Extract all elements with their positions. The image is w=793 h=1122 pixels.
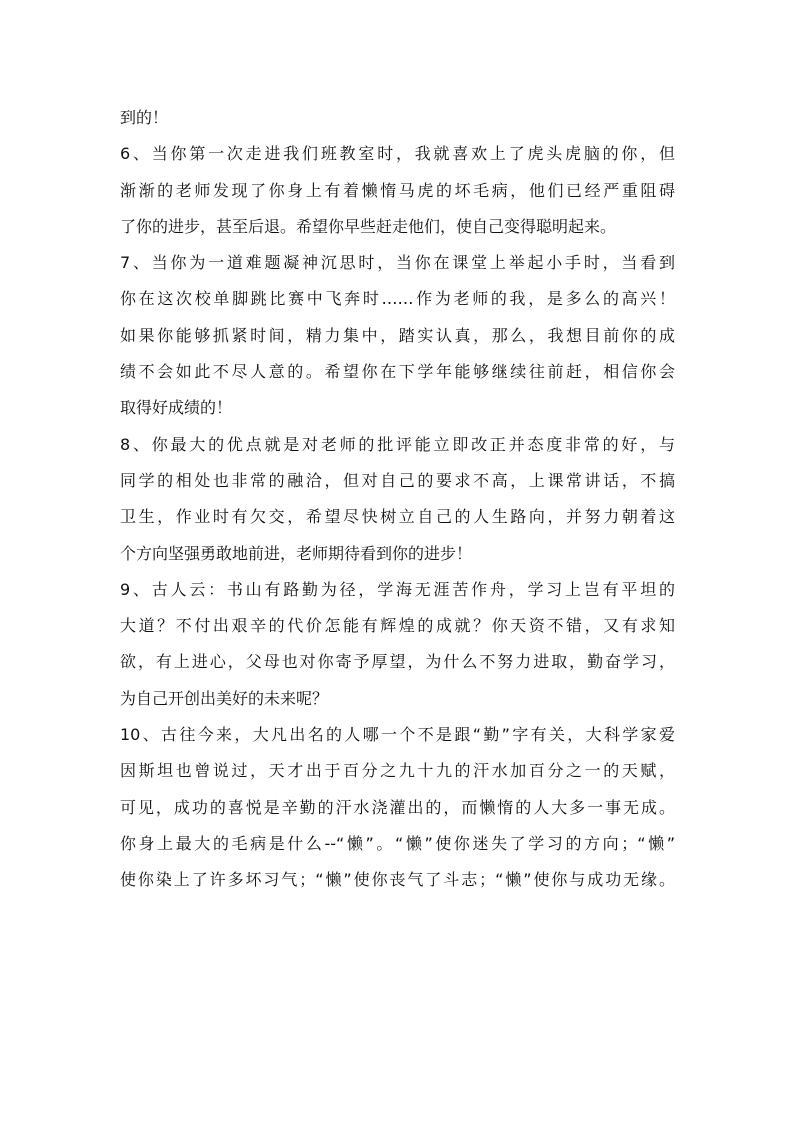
text-line: 9、古人云：书山有路勤为径，学海无涯苦作舟，学习上岂有平坦的 [120, 579, 675, 599]
text-line: 同学的相处也非常的融洽，但对自己的要求不高，上课常讲话，不搞 [120, 470, 675, 490]
text-line: 使你染上了许多坏习气；“懒”使你丧气了斗志；“懒”使你与成功无缘。 [120, 870, 675, 890]
paragraph-10 [120, 717, 675, 898]
text-line: 你身上最大的毛病是什么--“懒”。“懒”使你迷失了学习的方向；“懒” [120, 833, 675, 853]
paragraph-6 [120, 136, 675, 245]
text-line: 如果你能够抓紧时间，精力集中，踏实认真，那么，我想目前你的成 [120, 325, 675, 345]
text-line: 你在这次校单脚跳比赛中飞奔时……作为老师的我，是多么的高兴！ [120, 289, 675, 309]
text-line: 6、当你第一次走进我们班教室时，我就喜欢上了虎头虎脑的你，但 [120, 144, 675, 164]
paragraph-5-end [120, 100, 675, 136]
text-line: 10、古往今来，大凡出名的人哪一个不是跟“勤”字有关，大科学家爱 [120, 725, 675, 745]
text-line: 个方向坚强勇敢地前进，老师期待看到你的进步！ [120, 543, 473, 563]
text-line: 因斯坦也曾说过，天才出于百分之九十九的汗水加百分之一的天赋， [120, 761, 675, 781]
text-line: 绩不会如此不尽人意的。希望你在下学年能够继续往前赶，相信你会 [120, 362, 675, 382]
text-line: 渐渐的老师发现了你身上有着懒惰马虎的坏毛病，他们已经严重阻碍 [120, 180, 675, 200]
text-line: 到的！ [120, 108, 169, 127]
text-line: 卫生，作业时有欠交，希望尽快树立自己的人生路向，并努力朝着这 [120, 507, 675, 527]
text-line: 取得好成绩的！ [120, 398, 233, 418]
text-line: 7、当你为一道难题凝神沉思时，当你在课堂上举起小手时，当看到 [120, 253, 675, 273]
text-line: 欲，有上进心，父母也对你寄予厚望，为什么不努力进取，勤奋学习， [120, 652, 675, 672]
document-body [120, 100, 675, 899]
text-line: 8、你最大的优点就是对老师的批评能立即改正并态度非常的好，与 [120, 434, 675, 454]
text-line: 了你的进步，甚至后退。希望你早些赶走他们，使自己变得聪明起来。 [120, 216, 617, 236]
text-line: 可见，成功的喜悦是辛勤的汗水浇灌出的，而懒惰的人大多一事无成。 [120, 797, 675, 817]
paragraph-9 [120, 572, 675, 717]
text-line: 大道？不付出艰辛的代价怎能有辉煌的成就？你天资不错，又有求知 [120, 616, 675, 636]
paragraph-8 [120, 427, 675, 572]
paragraph-7 [120, 245, 675, 426]
text-line: 为自己开创出美好的未来呢？ [120, 688, 329, 708]
